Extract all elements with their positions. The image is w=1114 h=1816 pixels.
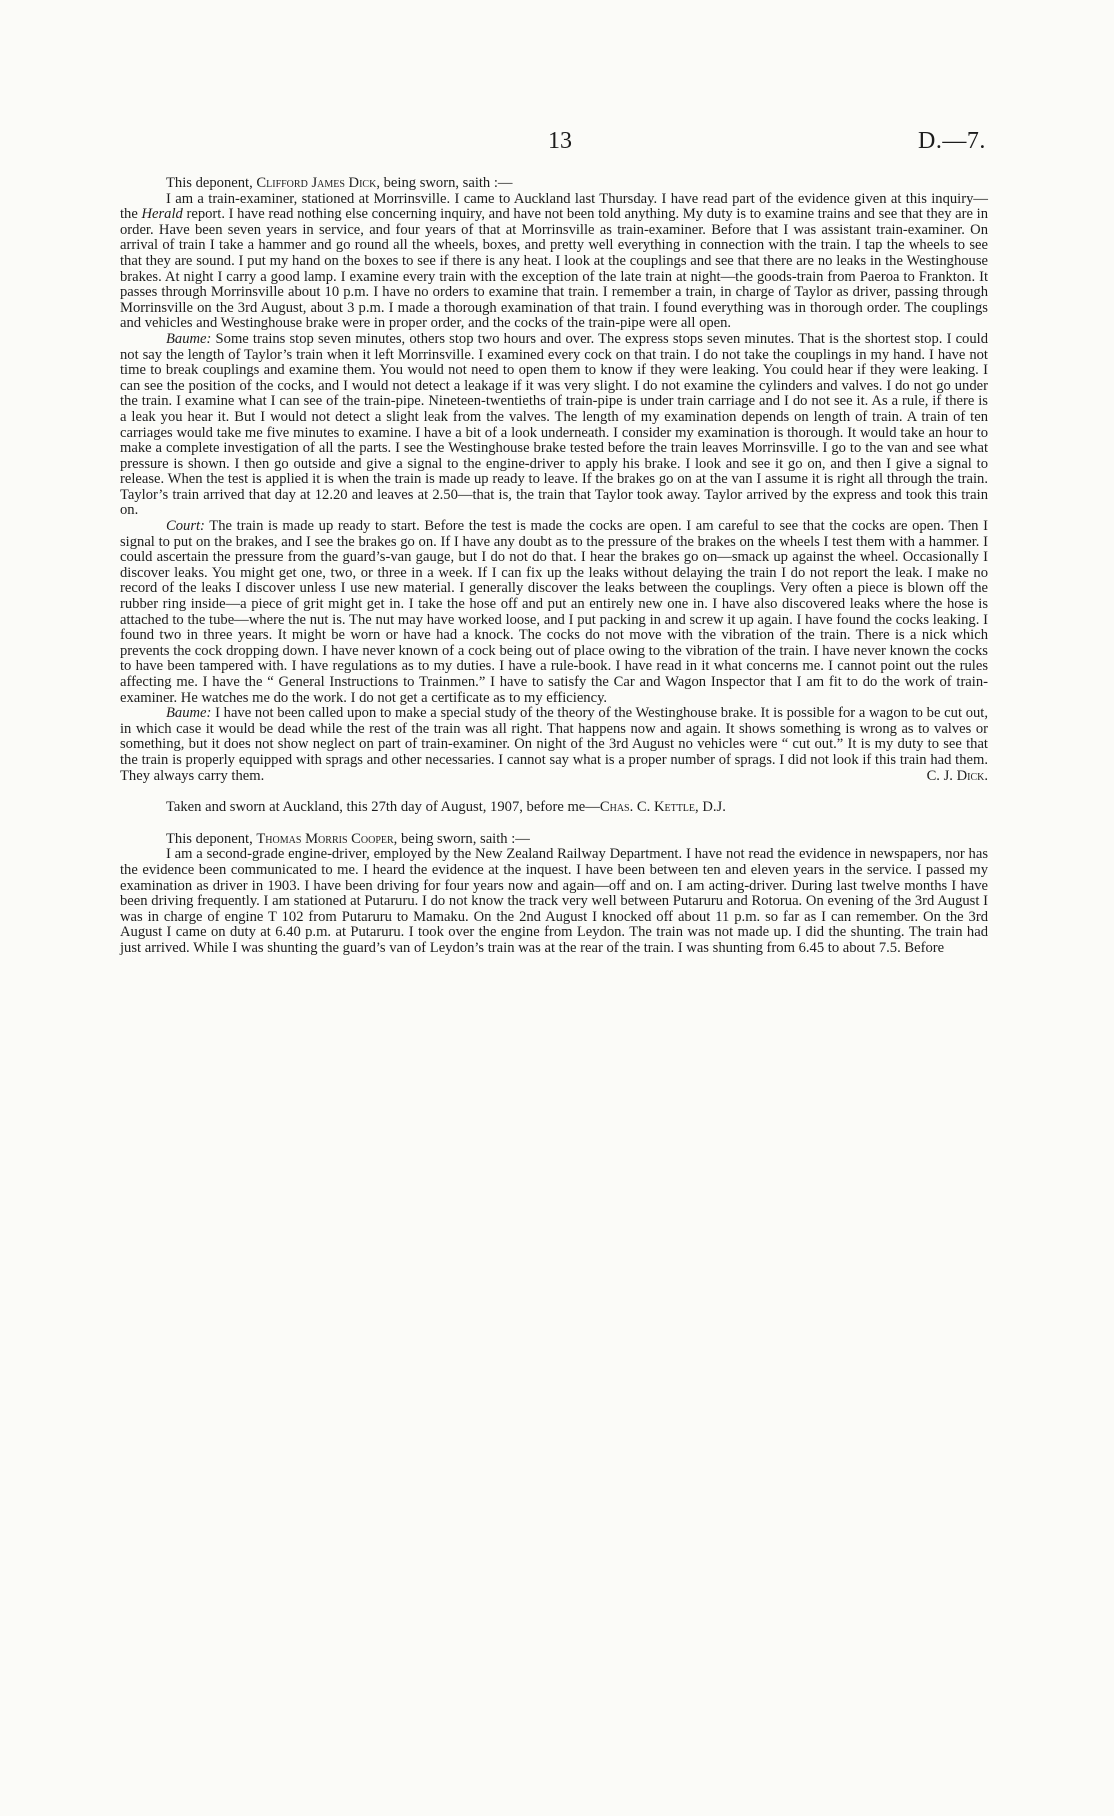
deponent-name: Thomas Morris Cooper (256, 830, 394, 847)
paragraph-text: I am a train-examiner, stationed at Morrinsville. I came to Auckland last Thursday. I have read part of the evidence given at this inquiry—the (120, 190, 988, 223)
paragraph-text: I have not been called upon to make a special study of the theory of the Westinghouse brake. It is possible for a wagon to be cut out, in which case it would be dead while the rest of the train was all right. That happens now and again. It shows something is wrong as to valves or something, but it does not show neglect on part of train-examiner. On night of the 3rd August no vehicles were “ cut out.” It is my duty to see that the train is properly equipped with sprags and other necessaries. I cannot say what is a proper number of sprags. I did not look if this train had them. They always carry them. (120, 705, 988, 784)
paragraph-text: I am a second-grade engine-driver, employed by the New Zealand Railway Department. I have not read the evidence in newspapers, nor has the evidence been communicated to me. I heard the evidence at the inquest. I have been between ten and eleven years in the service. I passed my examination as driver in 1903. I have been driving for four years now and again—off and on. I am acting-driver. During last twelve months I have been driving frequently. I am stationed at Putaruru. I do not know the track very well between Putaruru and Rotorua. On evening of the 3rd August I was in charge of engine T 102 from Putaruru to Mamaku. On the 2nd August I knocked off about 11 p.m. so far as I can remember. On the 3rd August I came on duty at 6.40 p.m. at Putaruru. I took over the engine from Leydon. The train was not made up. I did the shunting. The train had just arrived. While I was shunting the guard’s van of Leydon’s train was at the rear of the train. I was shunting from 6.45 to about 7.5. Before (120, 846, 988, 956)
magistrate-name: Chas. C. Kettle (599, 799, 696, 816)
deponent-name: Clifford James Dick (256, 175, 377, 191)
deponent-intro-end: , being sworn, saith :— (393, 830, 530, 847)
italic-text: Baume: (166, 705, 212, 722)
paragraph-text: Some trains stop seven minutes, others stop two hours and over. The express stops seven minutes. That is the shortest stop. I could not say the length of Taylor’s train when it left Morrinsville. I examined every cock on that train. I do not take the couplings in my hand. I have not time to break couplings and examine them. You would not need to open them to know if they were leaking. You could hear if they were leaking. I can see the position of the cocks, and I would not detect a leakage if it was very slight. I do not examine the cylinders and valves. I do not go under the train. I examine what I can see of the train-pipe. Nineteen-twentieths of train-pipe is under train carriage and I do not see it. As a rule, if there is a leak you hear it. But I would not detect a slight leak from the valves. The length of my examination depends on length of train. A train of ten carriages would take me five minutes to examine. I have a bit of a look underneath. I consider my examination is thorough. It would take an hour to make a complete investigation of all the parts. I see the Westinghouse brake tested before the train leaves Morrinsville. I go to the van and see what pressure is shown. I then go outside and give a signal to the engine-driver to apply his brake. I look and see it go on, and then I give a signal to release. When the test is applied it is when the train is made up ready to leave. If the brakes go on at the van I assume it is right all through the train. Taylor’s train arrived that day at 12.20 and leaves at 2.50—that is, the train that Taylor took away. Taylor arrived by the express and took this train on. (120, 330, 988, 519)
deponent-intro-text: This deponent, (166, 175, 257, 191)
paragraph-text: report. I have read nothing else concerning inquiry, and have not been told anything. My duty is to examine trains and see that they are in order. Have been seven years in service, and four years of that at Morrinsville as train-examiner. Before that I was assistant train-examiner. On arrival of train I take a hammer and go round all the wheels, boxes, and pretty well everything in connection with the train. I tap the wheels to see that they are sound. I put my hand on the boxes to see if there is any heat. I look at the couplings and see that there are no leaks in the Westinghouse brakes. At night I carry a good lamp. I examine every train with the exception of the late train at night—the goods-train from Paeroa to Frankton. It passes through Morrinsville about 10 p.m. I have no orders to examine that train. I remember a train, in charge of Taylor as driver, passing through Morrinsville on the 3rd August, about 3 p.m. I made a thorough examination of that train. I found everything was in thorough order. The couplings and vehicles and Westinghouse brake were in proper order, and the cocks of the train-pipe were all open. (120, 206, 988, 332)
italic-text: Court: (166, 518, 205, 535)
page-number: 13 (548, 128, 572, 154)
evidence-paragraph (120, 706, 988, 784)
sworn-statement (120, 800, 988, 816)
evidence-paragraph (120, 847, 988, 956)
italic-text: Herald (141, 206, 183, 223)
sworn-text: Taken and sworn at Auckland, this 27th day of August, 1907, before me— (166, 799, 600, 816)
deponent-intro-end: , being sworn, saith :— (376, 175, 513, 191)
document-body (120, 176, 988, 957)
evidence-paragraph (120, 332, 988, 519)
deponent-intro-text: This deponent, (166, 830, 257, 847)
signature: C. J. Dick. (926, 767, 988, 784)
deponent-intro (120, 176, 988, 192)
page-header (0, 128, 1114, 158)
sworn-suffix: , D.J. (695, 799, 726, 816)
deponent-intro (120, 832, 988, 848)
document-reference: D.—7. (918, 128, 986, 154)
paragraph-text: The train is made up ready to start. Before the test is made the cocks are open. I am careful to see that the cocks are open. Then I signal to put on the brakes, and I see the brakes go on. If I have any doubt as to the pressure of the brakes on the wheels I test them with a hammer. I could ascertain the pressure from the guard’s-van gauge, but I do not do that. I hear the brakes go on—smack up against the wheel. Occasionally I discover leaks. You might get one, two, or three in a week. If I can fix up the leaks without delaying the train I do not report the leak. I make no record of the leaks I discover unless I use new material. I generally discover the leaks between the couplings. Very often a piece is blown off the rubber ring inside—a piece of grit might get in. I take the hose off and put an entirely new one in. I have also discovered leaks where the hose is attached to the tube—where the nut is. The nut may have worked loose, and I put packing in and screw it up again. I have found the cocks leaking. I found two in three years. It might be worn or have had a knock. The cocks do not move with the vibration of the train. There is a nick which prevents the cock dropping down. I have never known of a cock being out of place owing to the vibration of the train. I have never known the cocks to have been tampered with. I have regulations as to my duties. I have a rule-book. I have read in it what concerns me. I cannot point out the rules affecting me. I have the “ General Instructions to Trainmen.” I have to satisfy the Car and Wagon Inspector that I am fit to do the work of train-examiner. He watches me do the work. I do not get a certificate as to my efficiency. (120, 518, 988, 706)
evidence-paragraph (120, 519, 988, 706)
italic-text: Baume: (166, 330, 212, 347)
evidence-paragraph (120, 192, 988, 332)
